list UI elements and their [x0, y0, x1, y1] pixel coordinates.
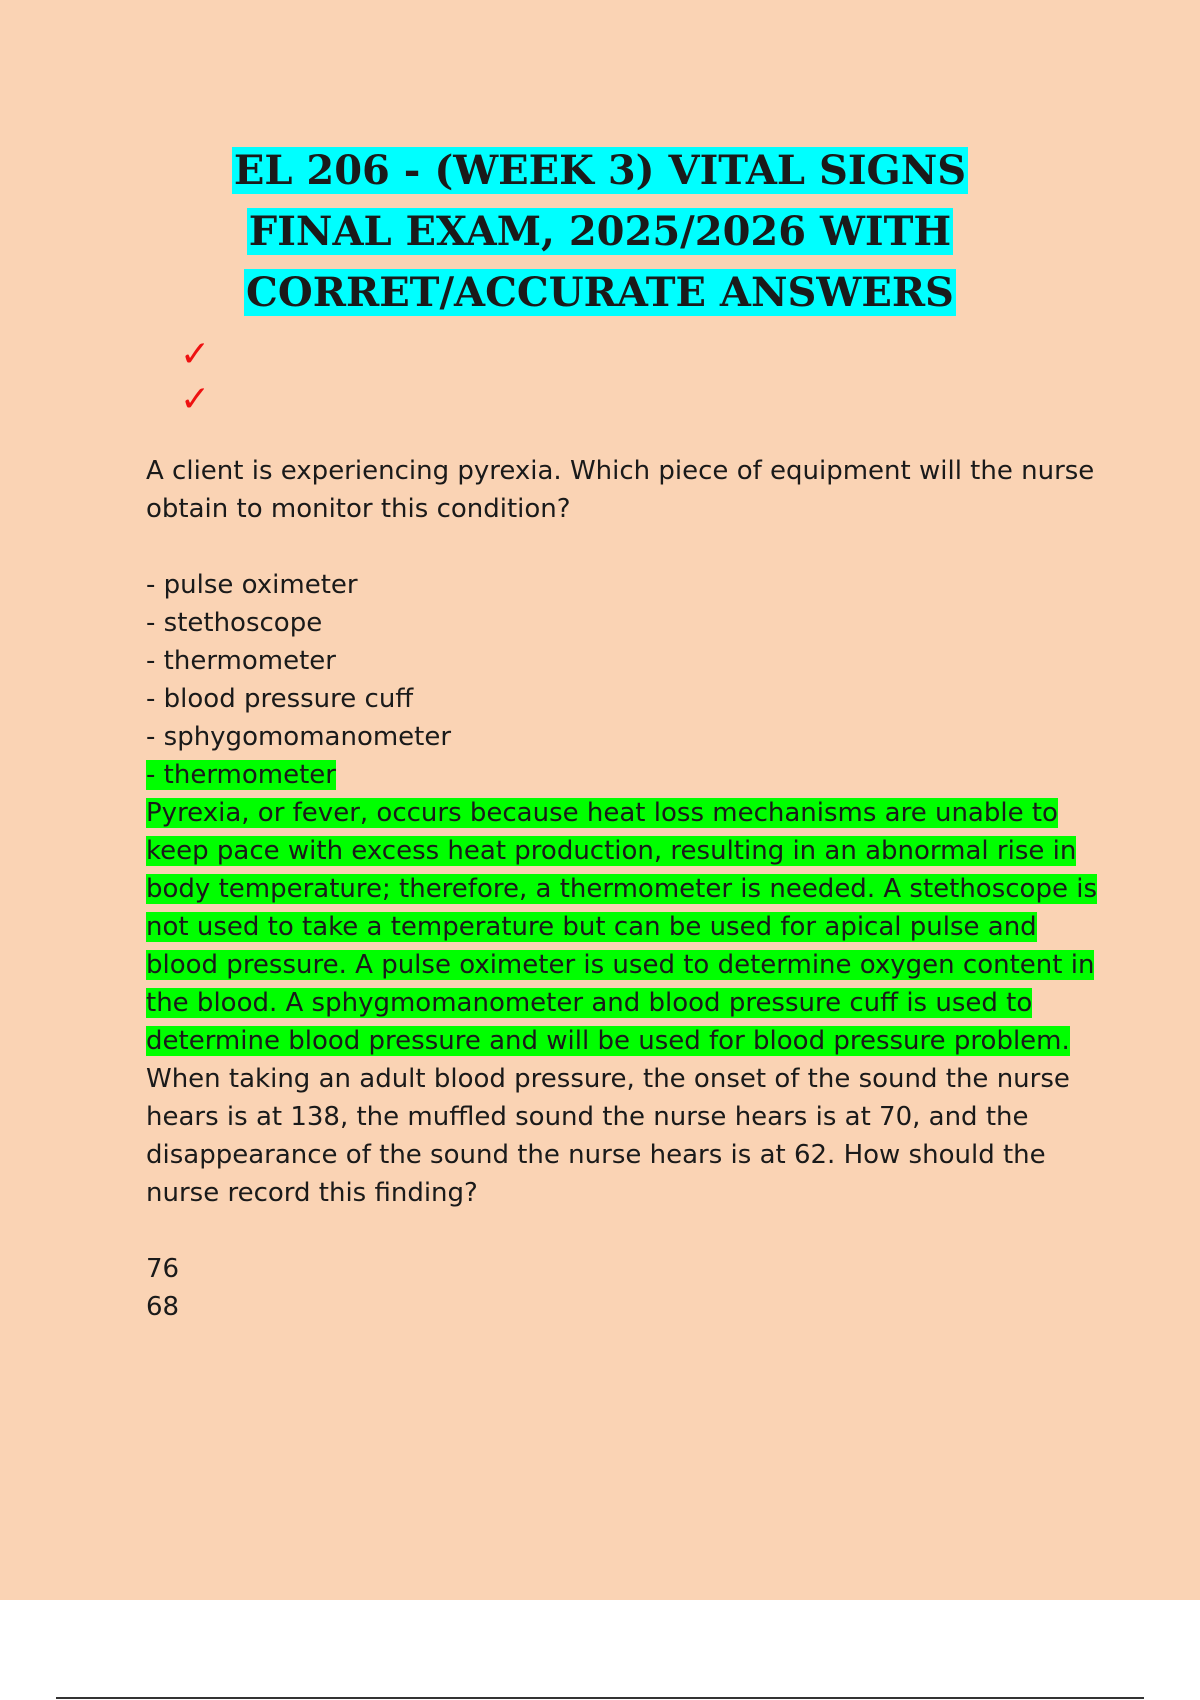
title-line-2: FINAL EXAM, 2025/2026 WITH	[248, 208, 952, 255]
option-item: - thermometer	[146, 646, 336, 676]
question-2-options	[146, 1250, 1106, 1326]
question-2-text: When taking an adult blood pressure, the onset of the sound the nurse hears is at 138, the muffled sound the nurse hears is at 70, and the disappearance of the sound the nurse hears is at 62. How should the nurse record this finding?	[146, 1064, 1070, 1208]
question-1-answer-line	[146, 756, 1106, 794]
document-title	[0, 140, 1200, 323]
option-item: - pulse oximeter	[146, 570, 358, 600]
option-item: 76	[146, 1254, 180, 1284]
option-item: - stethoscope	[146, 608, 323, 638]
document-body	[146, 452, 1106, 1326]
title-line-1: EL 206 - (WEEK 3) VITAL SIGNS	[233, 147, 967, 194]
question-1-text: A client is experiencing pyrexia. Which piece of equipment will the nurse obtain to monitor this condition?	[146, 456, 1095, 524]
option-item: 68	[146, 1292, 180, 1322]
question-1-answer: - thermometer	[146, 760, 336, 790]
title-line-3: CORRET/ACCURATE ANSWERS	[246, 269, 954, 316]
checkmark-icon: ✓	[180, 334, 211, 375]
footer-divider	[56, 1697, 1144, 1699]
checkmark-icon: ✓	[180, 379, 211, 420]
option-item: - sphygomomanometer	[146, 722, 452, 752]
question-1-explanation: Pyrexia, or fever, occurs because heat loss mechanisms are unable to keep pace with excess heat production, resulting in an abnormal rise in body temperature; therefore, a thermometer is needed. A stethoscope is not used to take a temperature but can be used for apical pulse and blood pressure. A pulse oximeter is used to determine oxygen content in the blood. A sphygmomanometer and blood pressure cuff is used to determine blood pressure and will be used for blood pressure problem.	[146, 798, 1097, 1056]
checkmark-list	[180, 332, 210, 422]
question-1-explanation-block	[146, 794, 1106, 1060]
question-1-options	[146, 566, 1106, 756]
option-item: - blood pressure cuff	[146, 684, 414, 714]
